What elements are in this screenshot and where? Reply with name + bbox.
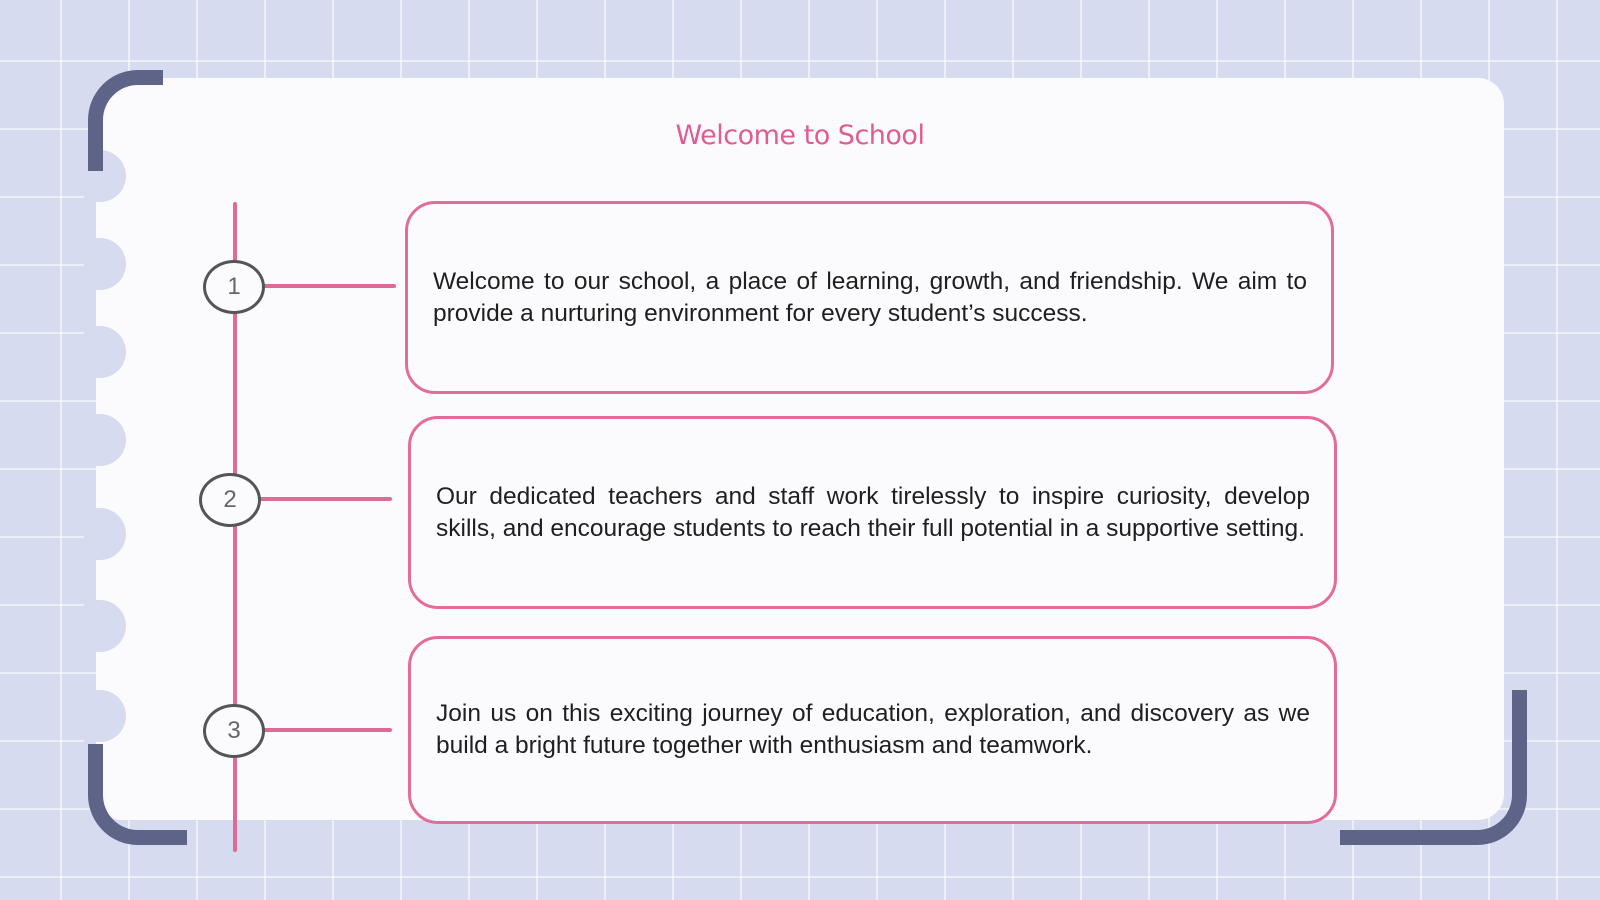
step-number-badge bbox=[203, 704, 265, 758]
step-card bbox=[408, 636, 1337, 824]
timeline-connector bbox=[262, 728, 392, 732]
timeline-connector bbox=[258, 497, 392, 501]
slide-title: Welcome to School bbox=[675, 120, 925, 151]
step-number-badge bbox=[199, 473, 261, 527]
step-number: 2 bbox=[223, 486, 237, 513]
frame-corner-bottom-right bbox=[1340, 690, 1527, 845]
step-text: Join us on this exciting journey of education, exploration, and discovery as we build a bright future together with enthusiasm and teamwork. bbox=[436, 700, 1310, 759]
frame-corner-bottom-left bbox=[88, 744, 187, 845]
step-card bbox=[408, 416, 1337, 609]
step-number: 1 bbox=[227, 273, 241, 300]
timeline-connector bbox=[262, 284, 396, 288]
step-text: Our dedicated teachers and staff work tirelessly to inspire curiosity, develop skills, and encourage students to reach their full potential in a supportive setting. bbox=[436, 482, 1310, 542]
step-text: Welcome to our school, a place of learning, growth, and friendship. We aim to provide a nurturing environment for every student’s success. bbox=[433, 267, 1307, 327]
step-number-badge bbox=[203, 260, 265, 314]
step-number: 3 bbox=[227, 717, 241, 744]
step-card bbox=[405, 201, 1334, 394]
frame-corner-top-left bbox=[88, 70, 163, 171]
